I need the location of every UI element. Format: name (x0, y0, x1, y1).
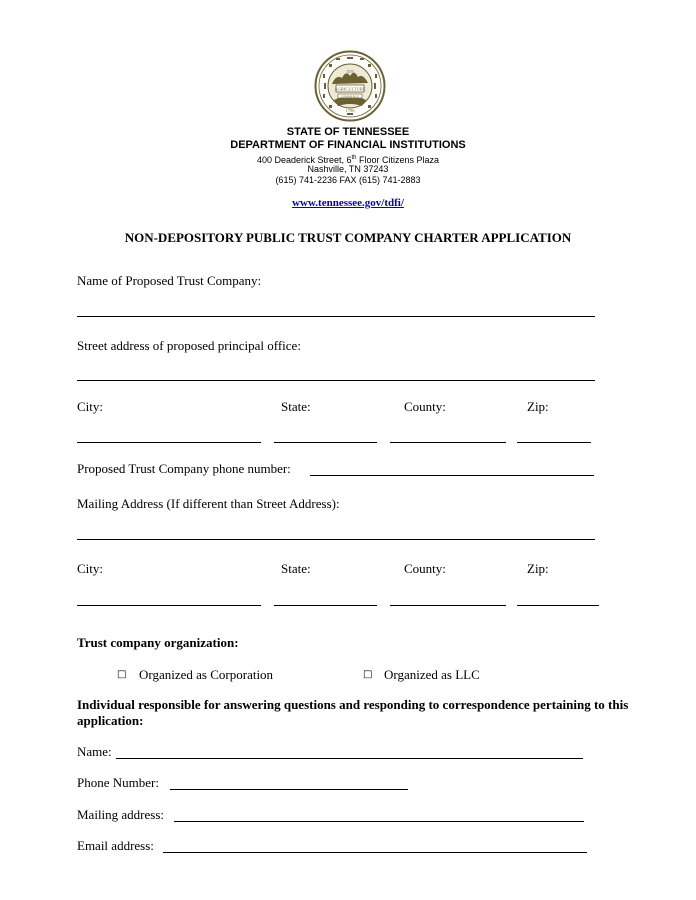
contact-email-field[interactable] (163, 852, 587, 853)
corporation-option-label: Organized as Corporation (139, 667, 274, 682)
seal-lower-text: COMMERCE (340, 94, 360, 99)
individual-heading: Individual responsible for answering questions and responding to correspondence pertaining to this application: (77, 697, 629, 728)
contact-phone-label: Phone Number: (77, 775, 159, 790)
city-address: Nashville, TN 37243 (307, 164, 389, 174)
form-title: NON-DEPOSITORY PUBLIC TRUST COMPANY CHARTER APPLICATION (124, 230, 572, 245)
mailing-address-field[interactable] (77, 539, 595, 540)
zip-field[interactable] (517, 442, 591, 443)
street-address-label: Street address of proposed principal office: (77, 338, 301, 353)
corporation-checkbox[interactable]: □ (117, 669, 127, 680)
seal-roman: XVI (346, 69, 354, 74)
seal-year: 1796 (345, 108, 355, 113)
street-address: 400 Deaderick Street, 6th Floor Citizens Plaza (256, 155, 440, 165)
city-field[interactable] (77, 442, 261, 443)
contact-name-field[interactable] (116, 758, 583, 759)
mailing-state-field[interactable] (274, 605, 377, 606)
organization-heading: Trust company organization: (77, 635, 239, 650)
city-label: City: (77, 399, 104, 414)
mailing-address-label: Mailing Address (If different than Street Address): (77, 496, 340, 511)
zip-label: Zip: (527, 399, 549, 414)
mailing-city-label: City: (77, 561, 104, 576)
llc-checkbox[interactable]: □ (363, 669, 373, 680)
website-link[interactable]: www.tennessee.gov/tdfi/ (292, 197, 404, 209)
contact-email-label: Email address: (77, 838, 154, 853)
trust-company-name-label: Name of Proposed Trust Company: (77, 273, 262, 288)
llc-option-label: Organized as LLC (384, 667, 480, 682)
department-name: DEPARTMENT OF FINANCIAL INSTITUTIONS (230, 139, 466, 151)
contact-phone-field[interactable] (170, 789, 408, 790)
phone-fax: (615) 741-2236 FAX (615) 741-2883 (275, 175, 421, 185)
street-address-field[interactable] (77, 380, 595, 381)
mailing-county-field[interactable] (390, 605, 506, 606)
trust-company-name-field[interactable] (77, 316, 595, 317)
county-label: County: (404, 399, 446, 414)
company-phone-field[interactable] (310, 475, 594, 476)
state-name: STATE OF TENNESSEE (286, 126, 410, 138)
contact-name-label: Name: (77, 744, 112, 759)
contact-mailing-field[interactable] (174, 821, 584, 822)
mailing-zip-field[interactable] (517, 605, 599, 606)
county-field[interactable] (390, 442, 506, 443)
mailing-county-label: County: (404, 561, 446, 576)
state-label: State: (281, 399, 311, 414)
mailing-zip-label: Zip: (527, 561, 549, 576)
contact-mailing-label: Mailing address: (77, 807, 165, 822)
state-field[interactable] (274, 442, 377, 443)
mailing-city-field[interactable] (77, 605, 261, 606)
tennessee-state-seal (314, 50, 386, 122)
seal-center-text: AGRICULTURE (334, 86, 366, 92)
company-phone-label: Proposed Trust Company phone number: (77, 461, 291, 476)
mailing-state-label: State: (281, 561, 311, 576)
